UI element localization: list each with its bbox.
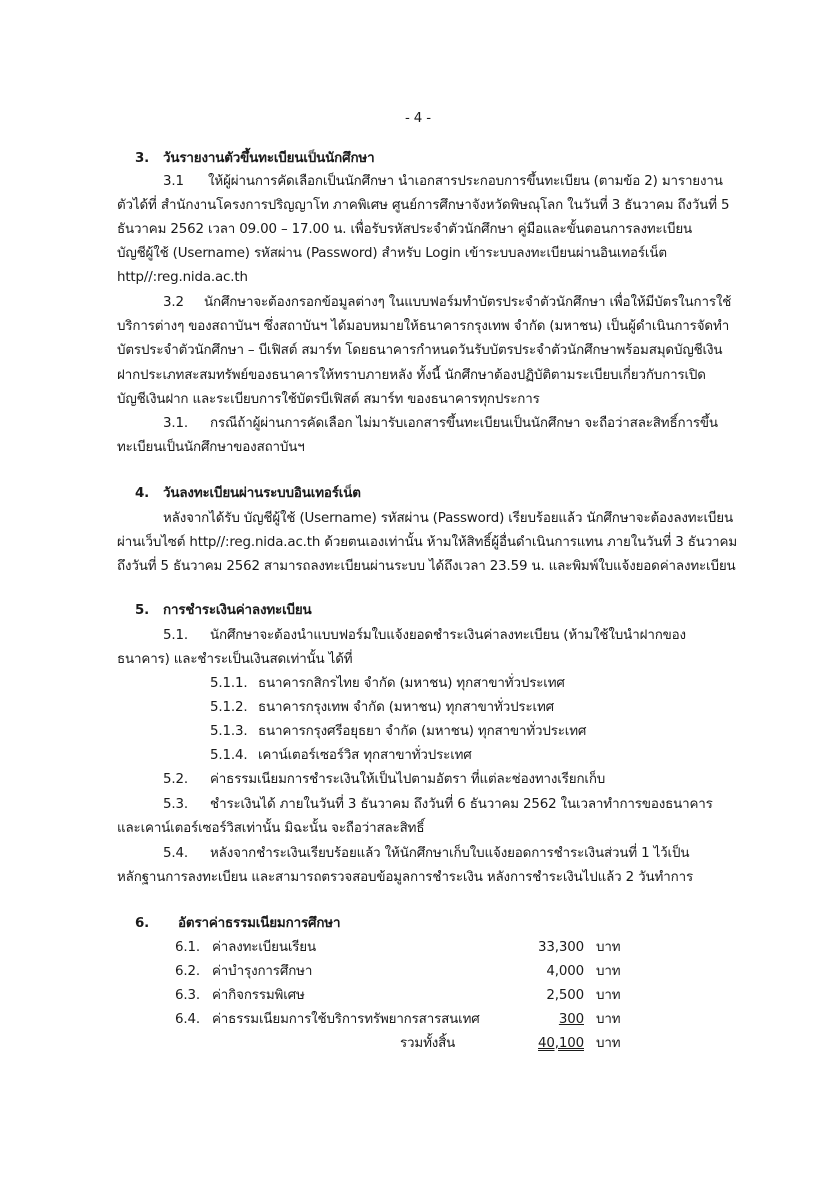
fee-amount: 33,300 <box>538 940 584 955</box>
paragraph-line: ธันวาคม 2562 เวลา 09.00 – 17.00 น. เพื่อรับรหัสประจำตัวนักศึกษา คู่มือและขั้นตอนการลงทะเบียน <box>117 222 693 237</box>
total-unit: บาท <box>596 1036 621 1051</box>
section-3-number: 3. <box>135 151 150 166</box>
paragraph-line: บัญชีเงินฝาก และระเบียบการใช้บัตรบีเฟิสต์ สมาร์ท ของธนาคารทุกประการ <box>117 392 540 407</box>
paragraph-line: ค่าธรรมเนียมการชำระเงินให้เป็นไปตามอัตรา ที่แต่ละช่องทางเรียกเก็บ <box>210 772 606 787</box>
total-label: รวมทั้งสิ้น <box>400 1036 456 1051</box>
paragraph-line: หลังจากชำระเงินเรียบร้อยแล้ว ให้นักศึกษาเก็บใบแจ้งยอดการชำระเงินส่วนที่ 1 ไว้เป็น <box>210 846 690 861</box>
fee-number: 6.4. <box>175 1012 200 1027</box>
paragraph-line: กรณีถ้าผู้ผ่านการคัดเลือก ไม่มารับเอกสารขึ้นทะเบียนเป็นนักศึกษา จะถือว่าสละสิทธิ์การขึ้น <box>210 416 718 431</box>
bank-item: ธนาคารกสิกรไทย จำกัด (มหาชน) ทุกสาขาทั่วประเทศ <box>258 676 565 691</box>
bank-item-number: 5.1.2. <box>210 700 248 715</box>
paragraph-line: ฝากประเภทสะสมทรัพย์ของธนาคารให้ทราบภายหลัง ทั้งนี้ นักศึกษาต้องปฏิบัติตามระเบียบเกี่ยวกับการเปิด <box>117 368 706 383</box>
bank-item-number: 5.1.4. <box>210 748 248 763</box>
paragraph-line: หลักฐานการลงทะเบียน และสามารถตรวจสอบข้อมูลการชำระเงิน หลังการชำระเงินไปแล้ว 2 วันทำการ <box>117 870 694 885</box>
item-3-1b-number: 3.1. <box>163 416 188 431</box>
paragraph-line: ทะเบียนเป็นนักศึกษาของสถาบันฯ <box>117 440 305 455</box>
fee-unit: บาท <box>596 940 621 955</box>
section-4-number: 4. <box>135 486 150 501</box>
section-5-number: 5. <box>135 603 150 618</box>
total-amount: 40,100 <box>538 1036 584 1051</box>
paragraph-line: ชำระเงินได้ ภายในวันที่ 3 ธันวาคม ถึงวันที่ 6 ธันวาคม 2562 ในเวลาทำการของธนาคาร <box>210 797 713 812</box>
fee-unit: บาท <box>596 988 621 1003</box>
item-5-4-number: 5.4. <box>163 846 188 861</box>
paragraph-line: บัตรประจำตัวนักศึกษา – บีเฟิสต์ สมาร์ท โดยธนาคารกำหนดวันรับบัตรประจำตัวนักศึกษาพร้อมสมุดบัญชีเงิน <box>117 343 723 358</box>
fee-label: ค่าธรรมเนียมการใช้บริการทรัพยากรสารสนเทศ <box>212 1012 480 1027</box>
fee-unit: บาท <box>596 1012 621 1027</box>
section-5-title: การชำระเงินค่าลงทะเบียน <box>163 603 312 618</box>
bank-item: ธนาคารกรุงเทพ จำกัด (มหาชน) ทุกสาขาทั่วประเทศ <box>258 700 554 715</box>
paragraph-line: ถึงวันที่ 5 ธันวาคม 2562 สามารถลงทะเบียนผ่านระบบ ได้ถึงเวลา 23.59 น. และพิมพ์ใบแจ้งยอดค่าลงทะเบียน <box>117 559 736 574</box>
bank-item: เคาน์เตอร์เซอร์วิส ทุกสาขาทั่วประเทศ <box>258 748 472 763</box>
fee-label: ค่ากิจกรรมพิเศษ <box>212 988 305 1003</box>
paragraph-line: และเคาน์เตอร์เซอร์วิสเท่านั้น มิฉะนั้น จะถือว่าสละสิทธิ์ <box>117 821 425 836</box>
item-3-1-number: 3.1 <box>163 174 184 189</box>
paragraph-line: ธนาคาร) และชำระเป็นเงินสดเท่านั้น ได้ที่ <box>117 652 353 667</box>
item-5-1-number: 5.1. <box>163 628 188 643</box>
fee-unit: บาท <box>596 964 621 979</box>
fee-amount: 300 <box>558 1012 584 1027</box>
fee-number: 6.2. <box>175 964 200 979</box>
page-number: - 4 - <box>405 111 431 126</box>
section-6-title: อัตราค่าธรรมเนียมการศึกษา <box>178 916 341 931</box>
paragraph-line: ตัวได้ที่ สำนักงานโครงการปริญญาโท ภาคพิเศษ ศูนย์การศึกษาจังหวัดพิษณุโลก ในวันที่ 3 ธันวาคม ถึงวันที่ 5 <box>117 198 730 213</box>
paragraph-line: ให้ผู้ผ่านการคัดเลือกเป็นนักศึกษา นำเอกสารประกอบการขึ้นทะเบียน (ตามข้อ 2) มารายงาน <box>208 174 723 189</box>
item-5-3-number: 5.3. <box>163 797 188 812</box>
fee-number: 6.1. <box>175 940 200 955</box>
paragraph-line: http//:reg.nida.ac.th <box>117 270 248 285</box>
paragraph-line: บริการต่างๆ ของสถาบันฯ ซึ่งสถาบันฯ ได้มอบหมายให้ธนาคารกรุงเทพ จำกัด (มหาชน) เป็นผู้ดำเนินการจัดทำ <box>117 319 730 334</box>
fee-number: 6.3. <box>175 988 200 1003</box>
fee-label: ค่าลงทะเบียนเรียน <box>212 940 316 955</box>
item-5-2-number: 5.2. <box>163 772 188 787</box>
paragraph-line: หลังจากได้รับ บัญชีผู้ใช้ (Username) รหัสผ่าน (Password) เรียบร้อยแล้ว นักศึกษาจะต้องลงทะเบียน <box>163 511 733 526</box>
paragraph-line: นักศึกษาจะต้องกรอกข้อมูลต่างๆ ในแบบฟอร์มทำบัตรประจำตัวนักศึกษา เพื่อให้มีบัตรในการใช้ <box>204 295 732 310</box>
section-6-number: 6. <box>135 916 150 931</box>
fee-label: ค่าบำรุงการศึกษา <box>212 964 313 979</box>
section-3-title: วันรายงานตัวขึ้นทะเบียนเป็นนักศึกษา <box>163 151 375 166</box>
fee-amount: 4,000 <box>546 964 584 979</box>
paragraph-line: ผ่านเว็บไซต์ http//:reg.nida.ac.th ด้วยตนเองเท่านั้น ห้ามให้สิทธิ์ผู้อื่นดำเนินการแทน ภายในวันที่ 3 ธันวาคม <box>117 535 738 550</box>
bank-item: ธนาคารกรุงศรีอยุธยา จำกัด (มหาชน) ทุกสาขาทั่วประเทศ <box>258 724 587 739</box>
section-4-title: วันลงทะเบียนผ่านระบบอินเทอร์เน็ต <box>163 486 361 501</box>
bank-item-number: 5.1.1. <box>210 676 248 691</box>
fee-amount: 2,500 <box>546 988 584 1003</box>
paragraph-line: นักศึกษาจะต้องนำแบบฟอร์มใบแจ้งยอดชำระเงินค่าลงทะเบียน (ห้ามใช้ใบนำฝากของ <box>210 628 686 643</box>
item-3-2-number: 3.2 <box>163 295 184 310</box>
bank-item-number: 5.1.3. <box>210 724 248 739</box>
paragraph-line: บัญชีผู้ใช้ (Username) รหัสผ่าน (Password) สำหรับ Login เข้าระบบลงทะเบียนผ่านอินเทอร์เน็ต <box>117 246 667 261</box>
